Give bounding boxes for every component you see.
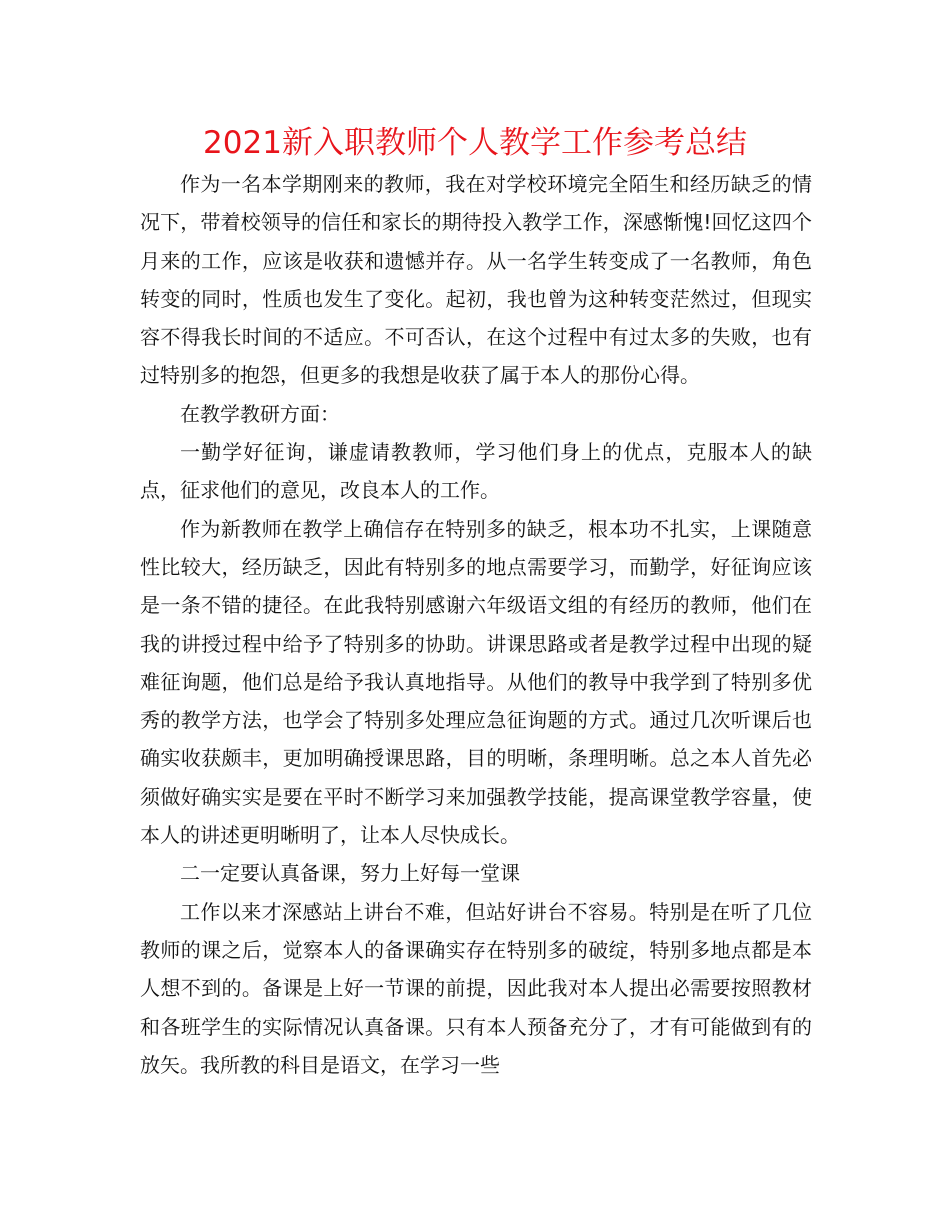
document-body [140, 165, 812, 1084]
paragraph-point-one: 一勤学好征询，谦虚请教教师，学习他们身上的优点，克服本人的缺点，征求他们的意见，改良本人的工作。 [140, 440, 812, 503]
paragraph-intro: 作为一名本学期刚来的教师，我在对学校环境完全陌生和经历缺乏的情况下，带着校领导的信任和家长的期待投入教学工作，深感惭愧!回忆这四个月来的工作，应该是收获和遗憾并存。从一名学生转变成了一名教师，角色转变的同时，性质也发生了变化。起初，我也曾为这种转变茫然过，但现实容不得我长时间的不适应。不可否认，在这个过程中有过太多的失败，也有过特别多的抱怨，但更多的我想是收获了属于本人的那份心得。 [140, 172, 812, 388]
paragraph-section-heading: 在教学教研方面： [180, 401, 340, 426]
paragraph-point-two: 二一定要认真备课，努力上好每一堂课 [180, 861, 520, 886]
paragraph-point-one-detail: 作为新教师在教学上确信存在特别多的缺乏，根本功不扎实，上课随意性比较大，经历缺乏，因此有特别多的地点需要学习，而勤学，好征询应该是一条不错的捷径。在此我特别感谢六年级语文组的有经历的教师，他们在我的讲授过程中给予了特别多的协助。讲课思路或者是教学过程中出现的疑难征询题，他们总是给予我认真地指导。从他们的教导中我学到了特别多优秀的教学方法，也学会了特别多处理应急征询题的方式。通过几次听课后也确实收获颇丰，更加明确授课思路，目的明晰，条理明晰。总之本人首先必须做好确实实是要在平时不断学习来加强教学技能，提高课堂教学容量，使本人的讲述更明晰明了，让本人尽快成长。 [140, 516, 812, 848]
paragraph-point-two-detail: 工作以来才深感站上讲台不难，但站好讲台不容易。特别是在听了几位教师的课之后，觉察本人的备课确实存在特别多的破绽，特别多地点都是本人想不到的。备课是上好一节课的前提，因此我对本人提出必需要按照教材和各班学生的实际情况认真备课。只有本人预备充分了，才有可能做到有的放矢。我所教的科目是语文，在学习一些 [140, 899, 812, 1077]
page-title: 2021新入职教师个人教学工作参考总结 [203, 125, 747, 161]
